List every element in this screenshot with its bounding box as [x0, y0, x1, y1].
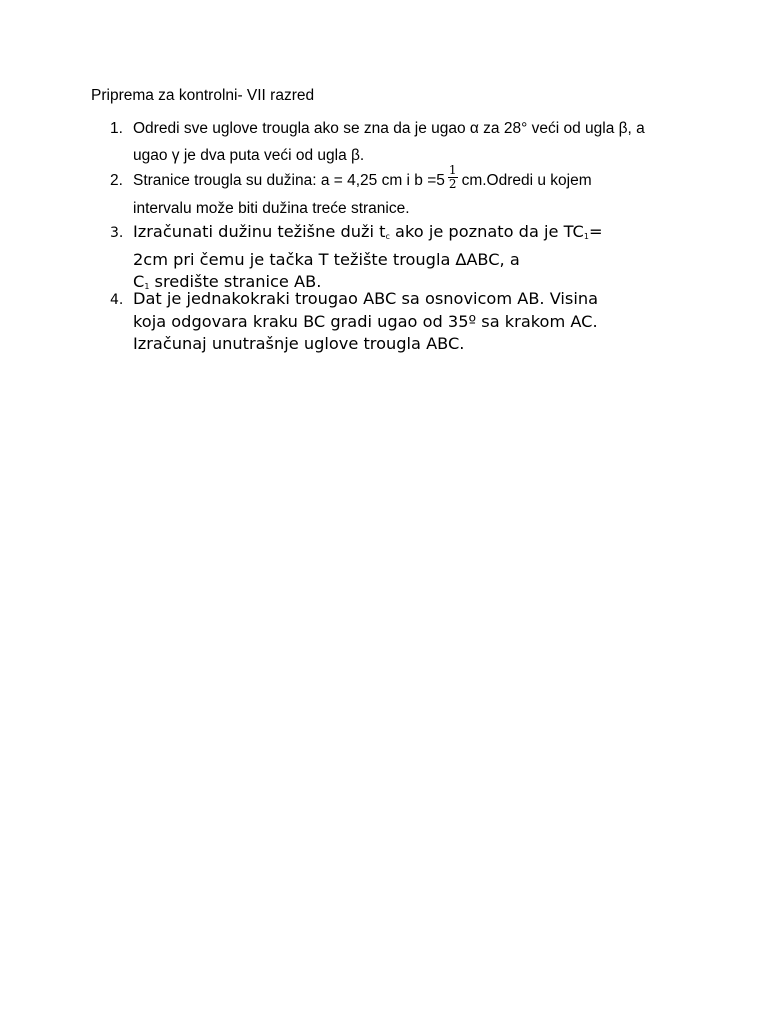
text-before-fraction: Stranice trougla su dužina: a = 4,25 cm i b =5 — [133, 172, 445, 189]
list-item-text — [133, 163, 693, 222]
list-item-number: 3. — [110, 225, 124, 241]
text-line: koja odgovara kraku BC gradi ugao od 35º sa krakom AC. — [133, 311, 598, 331]
text-line: Dat je jednakokraki trougao ABC sa osnovicom AB. Visina — [133, 289, 599, 308]
fraction — [448, 164, 458, 191]
list-item-text — [133, 288, 689, 356]
document-title: Priprema za kontrolni- VII razred — [91, 87, 315, 104]
list-item-text — [133, 221, 689, 299]
subscript: 1 — [583, 232, 589, 241]
text-segment: Izračunati dužinu težišne duži t — [133, 222, 386, 241]
text-after-fraction: cm.Odredi u kojem — [461, 172, 592, 189]
list-item-text — [133, 115, 693, 169]
subscript: 1 — [144, 282, 150, 291]
text-line: 2cm pri čemu je tačka T težište trougla ∆ABC, a — [133, 249, 520, 269]
text-segment: ako je poznato da je TC — [389, 222, 584, 241]
subscript: c — [385, 232, 390, 241]
fraction-numerator: 1 — [448, 163, 457, 178]
text-line — [133, 163, 693, 194]
fraction-denominator: 2 — [448, 177, 457, 192]
list-item-number: 4. — [110, 292, 124, 308]
text-line: Izračunaj unutrašnje uglove trougla ABC. — [133, 334, 465, 353]
list-item-number: 1. — [110, 120, 123, 137]
text-segment: C — [133, 272, 145, 291]
text-line — [133, 221, 689, 249]
text-line: intervalu može biti dužina treće stranice. — [133, 200, 410, 218]
list-item-number: 2. — [110, 172, 123, 189]
text-segment: = — [588, 222, 603, 241]
text-segment: središte stranice AB. — [149, 272, 322, 291]
text-line: Odredi sve uglove trougla ako se zna da je ugao α za 28° veći od ugla β, a — [133, 120, 645, 137]
text-line: ugao γ je dva puta veći od ugla β. — [133, 147, 365, 164]
